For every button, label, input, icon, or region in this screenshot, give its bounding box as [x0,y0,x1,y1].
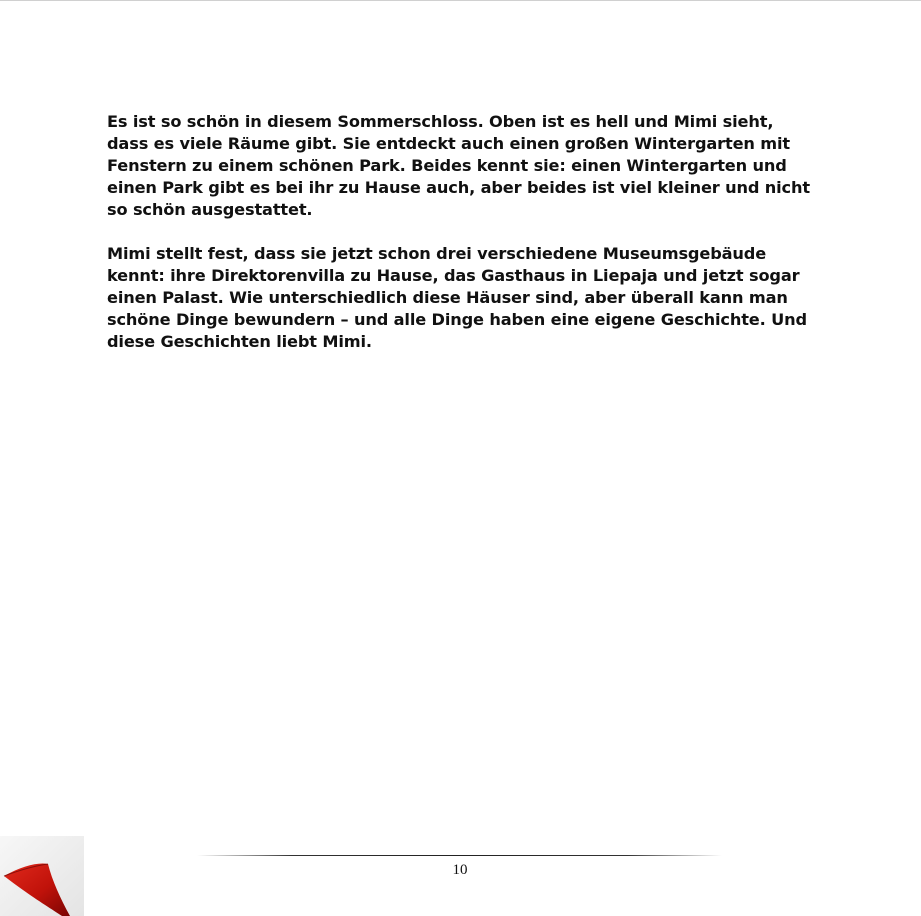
top-border [0,0,921,1]
text-line: einen Park gibt es bei ihr zu Hause auch, aber beides ist viel kleiner und nicht [107,178,810,197]
text-line: diese Geschichten liebt Mimi. [107,332,372,351]
text-line: dass es viele Räume gibt. Sie entdeckt auch einen großen Wintergarten mit [107,134,790,153]
page-number: 10 [452,862,468,878]
text-line: schöne Dinge bewundern – und alle Dinge haben eine eigene Geschichte. Und [107,310,807,329]
paragraph-2 [107,243,827,353]
page-curl-button[interactable] [0,836,84,916]
text-line: kennt: ihre Direktorenvilla zu Hause, das Gasthaus in Liepaja und jetzt sogar [107,266,800,285]
text-line: einen Palast. Wie unterschiedlich diese Häuser sind, aber überall kann man [107,288,788,307]
page-body [107,111,827,353]
paragraph-spacer [107,221,827,243]
text-line: Es ist so schön in diesem Sommerschloss. Oben ist es hell und Mimi sieht, [107,112,774,131]
text-line: Fenstern zu einem schönen Park. Beides kennt sie: einen Wintergarten und [107,156,787,175]
page-curl-icon [0,836,84,916]
paragraph-1 [107,111,827,221]
footer-rule [197,855,722,856]
text-line: so schön ausgestattet. [107,200,313,219]
text-line: Mimi stellt fest, dass sie jetzt schon drei verschiedene Museumsgebäude [107,244,767,263]
